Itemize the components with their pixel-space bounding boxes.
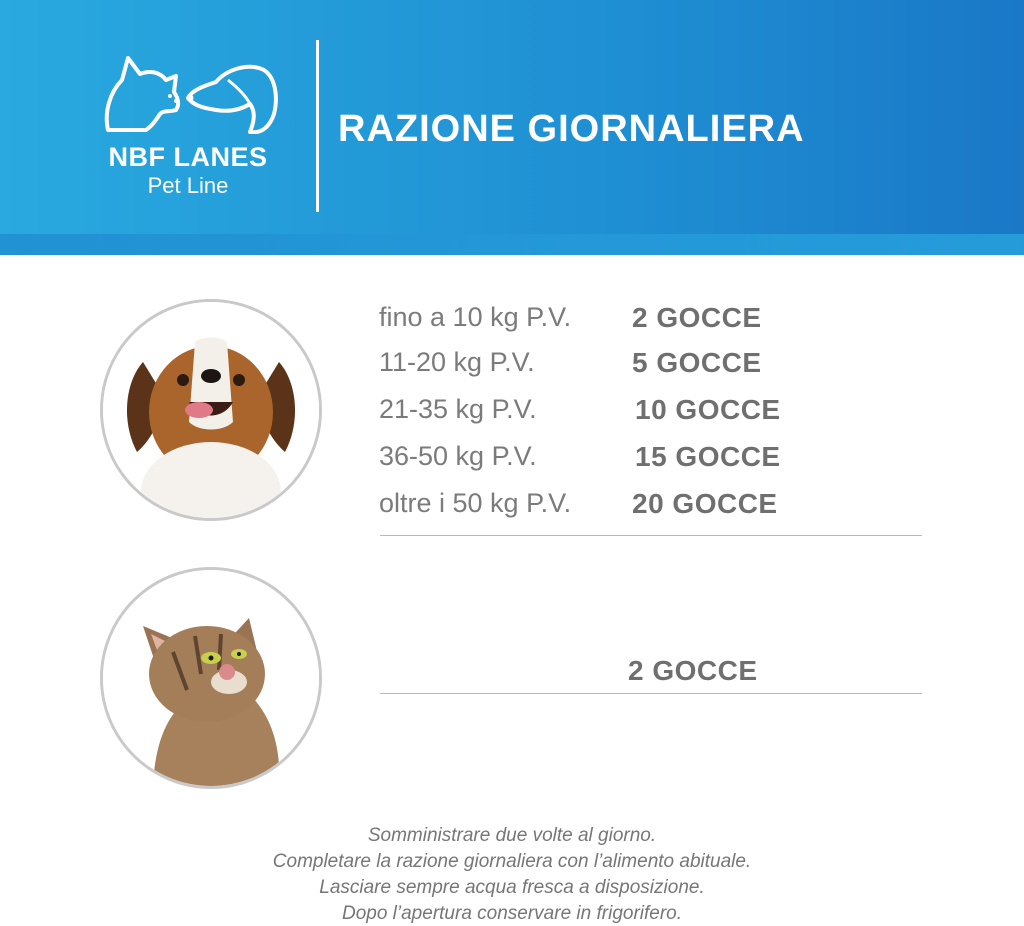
drops-value: 5 GOCCE [632, 347, 762, 378]
instructions [0, 823, 1024, 926]
drops-value: 20 GOCCE [632, 488, 778, 519]
dose-row-1 [0, 302, 1024, 342]
weight-label: oltre i 50 kg P.V. [379, 488, 572, 518]
instruction-line: Completare la razione giornaliera con l’alimento abituale. [272, 851, 752, 872]
weight-label: fino a 10 kg P.V. [379, 302, 572, 332]
cat-icon [103, 570, 319, 786]
cat-drops-value: 2 GOCCE [628, 655, 758, 686]
dose-row-2 [0, 347, 1024, 387]
brand-name: NBF LANES [108, 142, 268, 172]
instruction-line: Lasciare sempre acqua fresca a disposizione. [319, 877, 705, 898]
dose-row-3 [0, 394, 1024, 434]
header-banner [0, 0, 1024, 255]
drops-value: 10 GOCCE [635, 394, 781, 425]
cat-section-divider [380, 693, 922, 694]
weight-label: 11-20 kg P.V. [379, 347, 535, 377]
dog-section-divider [380, 535, 922, 536]
weight-label: 36-50 kg P.V. [379, 441, 537, 471]
dose-row-4 [0, 441, 1024, 481]
drops-value: 2 GOCCE [632, 302, 762, 333]
weight-label: 21-35 kg P.V. [379, 394, 537, 424]
drops-value: 15 GOCCE [635, 441, 781, 472]
dose-row-5 [0, 488, 1024, 528]
header-divider [316, 40, 319, 212]
cat-image [100, 567, 322, 789]
instruction-line: Dopo l’apertura conservare in frigorifero. [341, 903, 683, 924]
brand-subtitle: Pet Line [147, 173, 229, 198]
instruction-line: Somministrare due volte al giorno. [367, 825, 657, 846]
header-band [0, 234, 1024, 255]
page-title: RAZIONE GIORNALIERA [338, 108, 805, 150]
cat-dog-logo-icon [100, 52, 280, 134]
